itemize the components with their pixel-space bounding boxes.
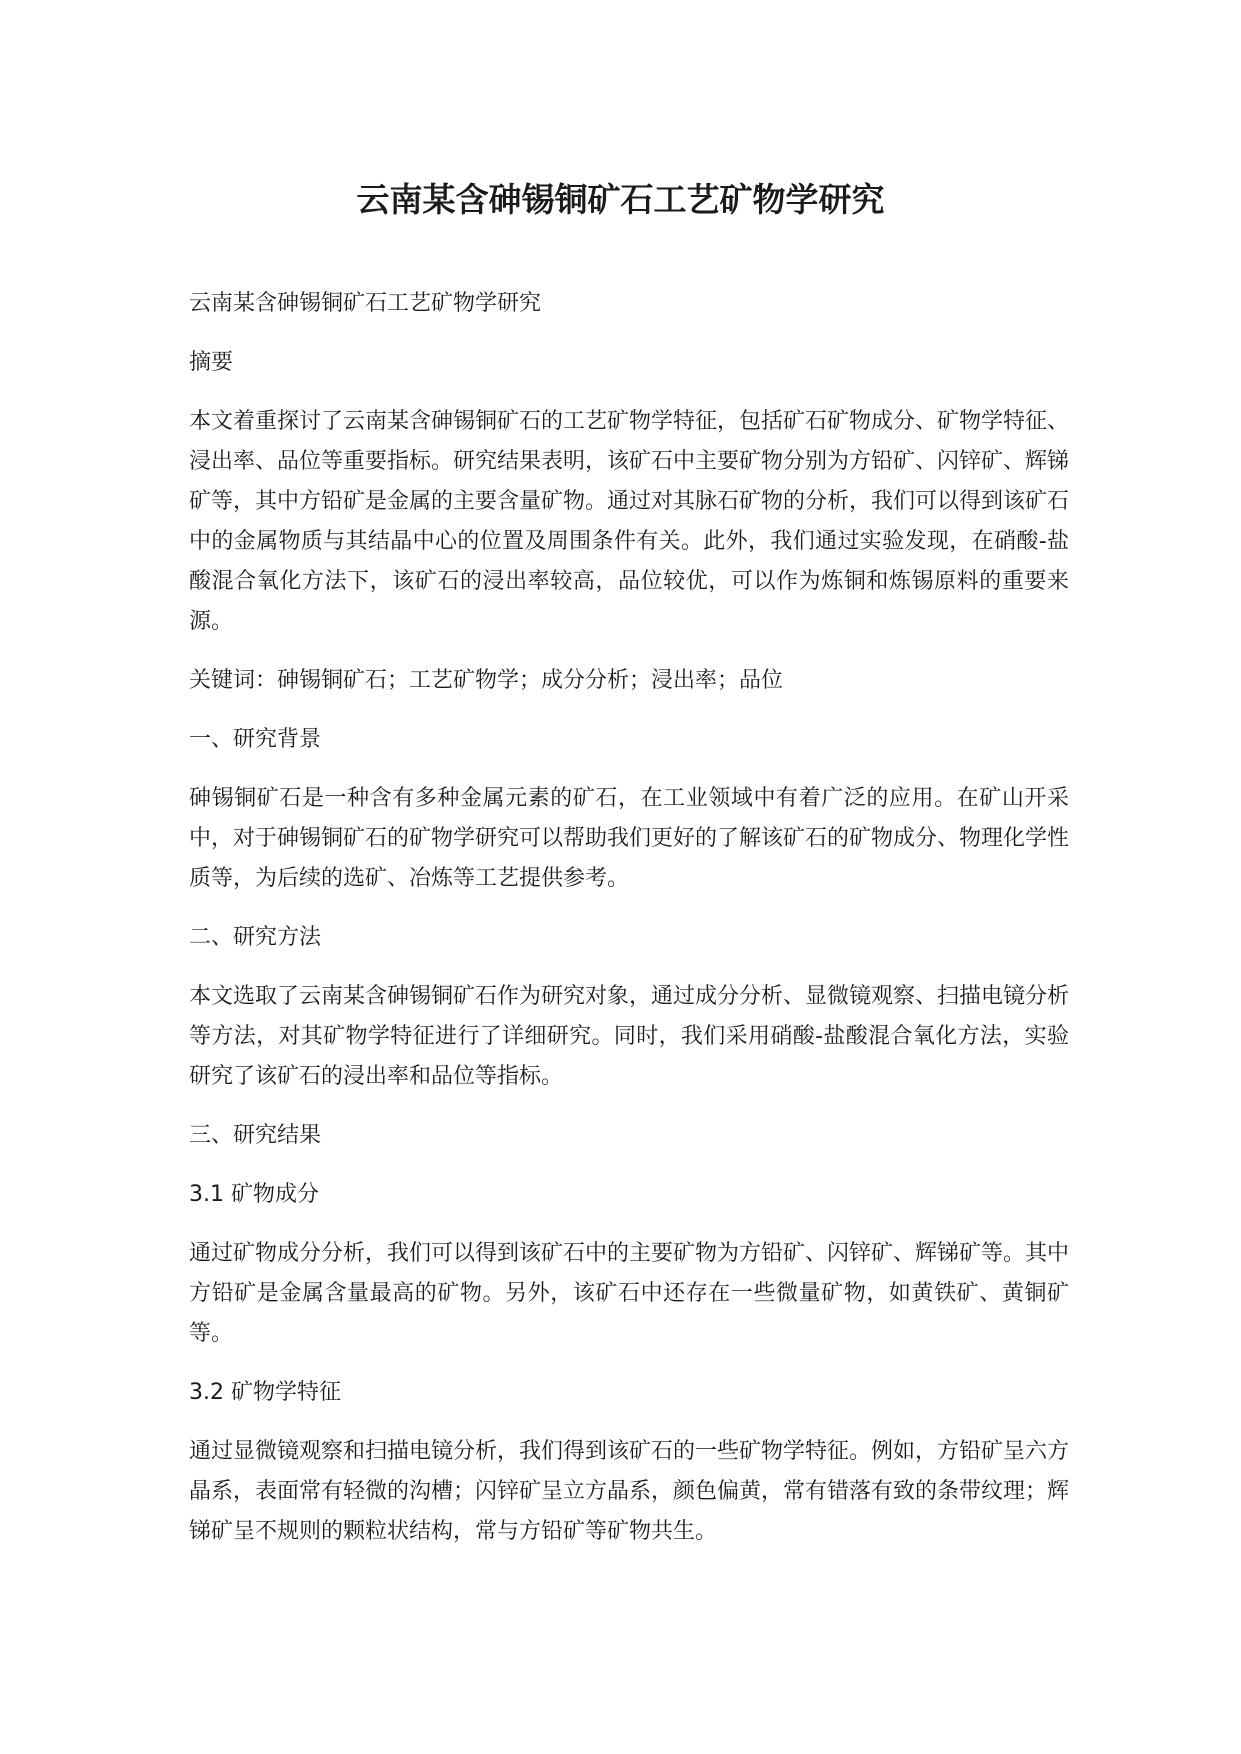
subsection-heading-composition: 3.1 矿物成分 bbox=[189, 1182, 319, 1207]
abstract-paragraph: 本文着重探讨了云南某含砷锡铜矿石的工艺矿物学特征，包括矿石矿物成分、矿物学特征、浸出率、品位等重要指标。研究结果表明，该矿石中主要矿物分别为方铅矿、闪锌矿、辉锑矿等，其中方铅矿是金属的主要含量矿物。通过对其脉石矿物的分析，我们可以得到该矿石中的金属物质与其结晶中心的位置及周围条件有关。此外，我们通过实验发现，在硝酸-盐酸混合氧化方法下，该矿石的浸出率较高，品位较优，可以作为炼铜和炼锡原料的重要来源。 bbox=[189, 409, 1070, 634]
section-heading-background: 一、研究背景 bbox=[189, 727, 322, 752]
page-title: 云南某含砷锡铜矿石工艺矿物学研究 bbox=[356, 180, 885, 219]
composition-paragraph: 通过矿物成分分析，我们可以得到该矿石中的主要矿物为方铅矿、闪锌矿、辉锑矿等。其中方铅矿是金属含量最高的矿物。另外，该矿石中还存在一些微量矿物，如黄铁矿、黄铜矿等。 bbox=[189, 1241, 1070, 1346]
features-paragraph: 通过显微镜观察和扫描电镜分析，我们得到该矿石的一些矿物学特征。例如，方铅矿呈六方晶系，表面常有轻微的沟槽；闪锌矿呈立方晶系，颜色偏黄，常有错落有致的条带纹理；辉锑矿呈不规则的颗粒状结构，常与方铅矿等矿物共生。 bbox=[189, 1439, 1070, 1544]
abstract-heading: 摘要 bbox=[189, 350, 234, 375]
section-heading-methods: 二、研究方法 bbox=[189, 925, 322, 950]
section-heading-results: 三、研究结果 bbox=[189, 1123, 322, 1148]
subtitle-paragraph: 云南某含砷锡铜矿石工艺矿物学研究 bbox=[189, 291, 542, 316]
document-body bbox=[189, 284, 1069, 1571]
methods-paragraph: 本文选取了云南某含砷锡铜矿石作为研究对象，通过成分分析、显微镜观察、扫描电镜分析等方法，对其矿物学特征进行了详细研究。同时，我们采用硝酸-盐酸混合氧化方法，实验研究了该矿石的浸出率和品位等指标。 bbox=[189, 984, 1070, 1089]
subsection-heading-features: 3.2 矿物学特征 bbox=[189, 1380, 341, 1405]
keywords-paragraph: 关键词：砷锡铜矿石；工艺矿物学；成分分析；浸出率；品位 bbox=[189, 668, 784, 693]
background-paragraph: 砷锡铜矿石是一种含有多种金属元素的矿石，在工业领域中有着广泛的应用。在矿山开采中，对于砷锡铜矿石的矿物学研究可以帮助我们更好的了解该矿石的矿物成分、物理化学性质等，为后续的选矿、冶炼等工艺提供参考。 bbox=[189, 786, 1070, 891]
